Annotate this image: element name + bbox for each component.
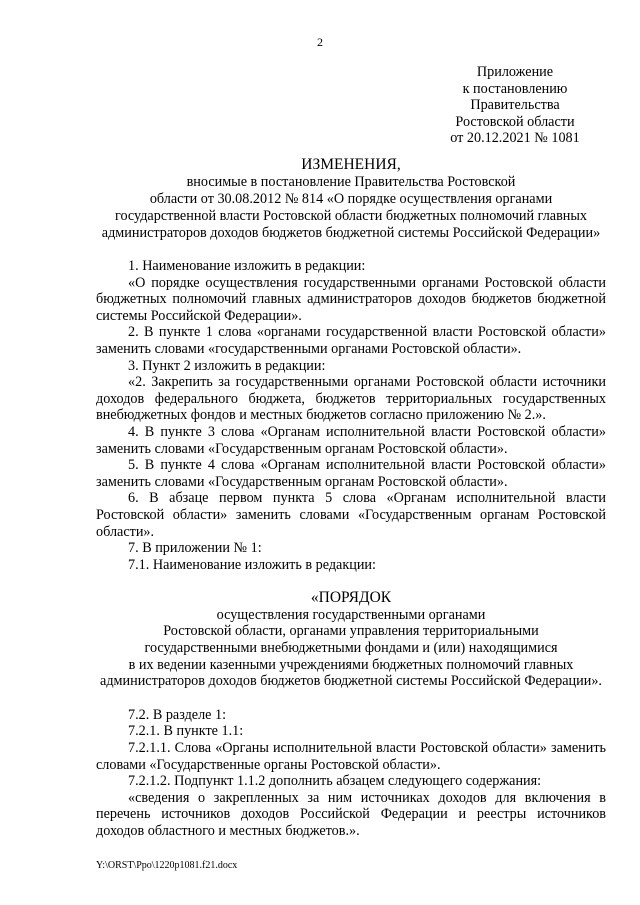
paragraph: «2. Закрепить за государственными органами Ростовской области источники доходов федерального бюджета, бюджетов территориальных государственных внебюджетных фондов и местных бюджетов согласно приложению № 2.». (96, 374, 606, 424)
paragraph: 5. В пункте 4 слова «Органам исполнительной власти Ростовской области» заменить словами «Государственным органам Ростовской области». (96, 457, 606, 490)
appendix-line: Приложение (476, 64, 554, 80)
paragraph: 7. В приложении № 1: (128, 540, 262, 557)
order-line: Ростовской области, органами управления территориальными (163, 623, 539, 640)
paragraph: «О порядке осуществления государственными органами Ростовской области бюджетных полномочий главных администраторов доходов бюджетов бюджетной системы Российской Федерации». (96, 274, 606, 324)
paragraph: 2. В пункте 1 слова «органами государственной власти Ростовской области» заменить словами «государственными органами Ростовской области». (96, 324, 606, 357)
paragraph: 7.1. Наименование изложить в редакции: (128, 556, 376, 573)
paragraph: «сведения о закрепленных за ним источниках доходов для включения в перечень источников доходов Российской Федерации и реестры источников доходов областного и местных бюджетов.». (96, 789, 606, 839)
paragraph: 7.2.1.2. Подпункт 1.1.2 дополнить абзацем следующего содержания: (128, 773, 542, 790)
paragraph: 4. В пункте 3 слова «Органам исполнительной власти Ростовской области» заменить словами «Государственным органам Ростовской области». (96, 423, 606, 457)
file-path-footer: Y:\ORST\Ppo\1220p1081.f21.docx (96, 860, 238, 871)
title-line: государственной власти Ростовской области бюджетных полномочий главных (114, 208, 587, 224)
paragraph: 6. В абзаце первом пункта 5 слова «Органам исполнительной власти Ростовской области» заменить словами «Государственным органам Ростовской области». (96, 490, 606, 540)
order-line: администраторов доходов бюджетов бюджетной системы Российской Федерации». (100, 673, 602, 690)
paragraph: 7.2.1. В пункте 1.1: (128, 723, 244, 740)
title-line: администраторов доходов бюджетов бюджетной системы Российской Федерации» (101, 225, 601, 241)
order-heading: «ПОРЯДОК (310, 589, 392, 607)
paragraph: 7.2. В разделе 1: (128, 706, 227, 723)
order-line: государственными внебюджетными фондами и (или) находящимися (144, 640, 558, 657)
appendix-line: от 20.12.2021 № 1081 (450, 130, 580, 147)
document-body (96, 258, 606, 840)
order-line: осуществления государственными органами (216, 606, 486, 623)
page-number: 2 (317, 35, 323, 49)
document-title (96, 157, 606, 242)
paragraph: 1. Наименование изложить в редакции: (128, 258, 366, 274)
appendix-block (430, 64, 600, 147)
paragraph: 7.2.1.1. Слова «Органы исполнительной власти Ростовской области» заменить словами «Государственные органы Ростовской области». (96, 740, 606, 773)
title-heading: ИЗМЕНЕНИЯ, (301, 156, 401, 173)
title-line: вносимые в постановление Правительства Ростовской (186, 174, 516, 190)
paragraph: 3. Пункт 2 изложить в редакции: (128, 357, 326, 374)
appendix-line: Правительства (470, 97, 560, 114)
order-line: в их ведении казенными учреждениями бюджетных полномочий главных (128, 656, 574, 673)
appendix-line: Ростовской области (455, 113, 575, 130)
title-line: области от 30.08.2012 № 814 «О порядке осуществления органами (149, 191, 553, 207)
order-title (96, 590, 606, 690)
appendix-line: к постановлению (462, 80, 568, 97)
